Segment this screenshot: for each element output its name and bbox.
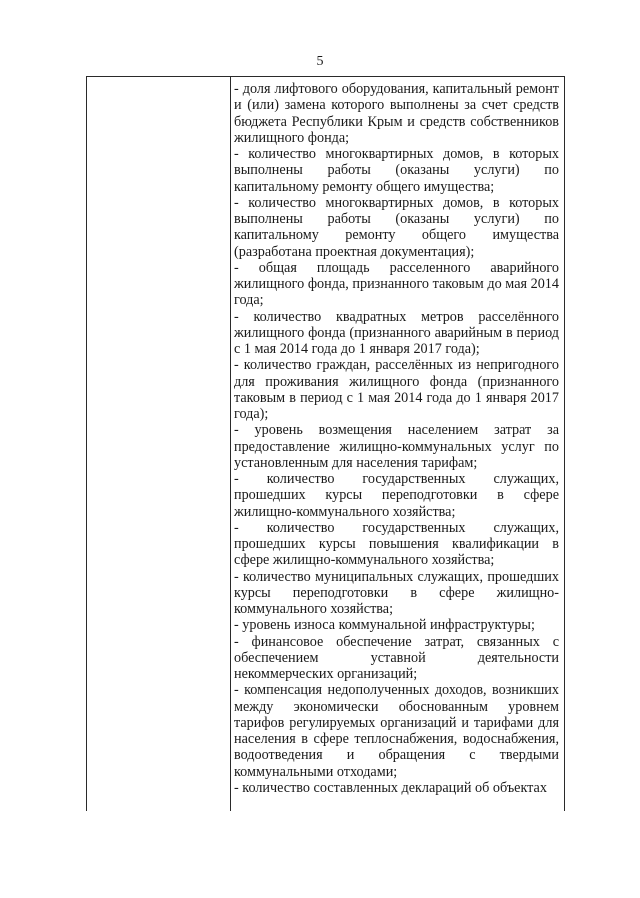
indicator-item: - количество многоквартирных домов, в которых выполнены работы (оказаны услуги) по капитальному ремонту общего имущества;	[234, 146, 559, 195]
indicator-item: - количество государственных служащих, прошедших курсы повышения квалификации в сфере жилищно-коммунального хозяйства;	[234, 519, 559, 569]
indicator-item: - компенсация недополученных доходов, возникших между экономически обоснованным уровнем тарифов регулируемых организаций и тарифами для населения в сфере теплоснабжения, водоснабжения, водоотведения и обращения с твердыми коммунальными отходами;	[234, 682, 559, 780]
column-divider	[230, 77, 231, 811]
indicators-table	[86, 76, 565, 811]
indicator-item: - общая площадь расселенного аварийного жилищного фонда, признанного таковым до мая 2014 года;	[234, 259, 559, 309]
indicator-item: - количество государственных служащих, прошедших курсы переподготовки в сфере жилищно-коммунального хозяйства;	[234, 471, 559, 520]
indicator-item: - количество составленных деклараций об объектах	[234, 779, 547, 796]
indicator-item: - количество квадратных метров расселённого жилищного фонда (признанного аварийным в период с 1 мая 2014 года до 1 января 2017 года);	[234, 308, 559, 357]
indicator-item: - уровень возмещения населением затрат за предоставление жилищно-коммунальных услуг по установленным для населения тарифам;	[234, 422, 559, 471]
indicator-item: - количество муниципальных служащих, прошедших курсы переподготовки в сфере жилищно-коммунального хозяйства;	[234, 568, 559, 617]
indicators-cell	[234, 81, 559, 796]
page-number: 5	[316, 54, 324, 69]
indicator-item: - уровень износа коммунальной инфраструктуры;	[234, 617, 535, 634]
indicator-item: - доля лифтового оборудования, капитальный ремонт и (или) замена которого выполнены за счет средств бюджета Республики Крым и средств собственников жилищного фонда;	[234, 81, 559, 146]
indicator-item: - количество граждан, расселённых из непригодного для проживания жилищного фонда (признанного таковым в период с 1 мая 2014 года до 1 января 2017 года);	[234, 357, 559, 422]
indicator-item: - финансовое обеспечение затрат, связанных с обеспечением уставной деятельности некоммерческих организаций;	[234, 633, 559, 682]
indicator-item: - количество многоквартирных домов, в которых выполнены работы (оказаны услуги) по капитальному ремонту общего имущества (разработана проектная документация);	[234, 194, 559, 260]
